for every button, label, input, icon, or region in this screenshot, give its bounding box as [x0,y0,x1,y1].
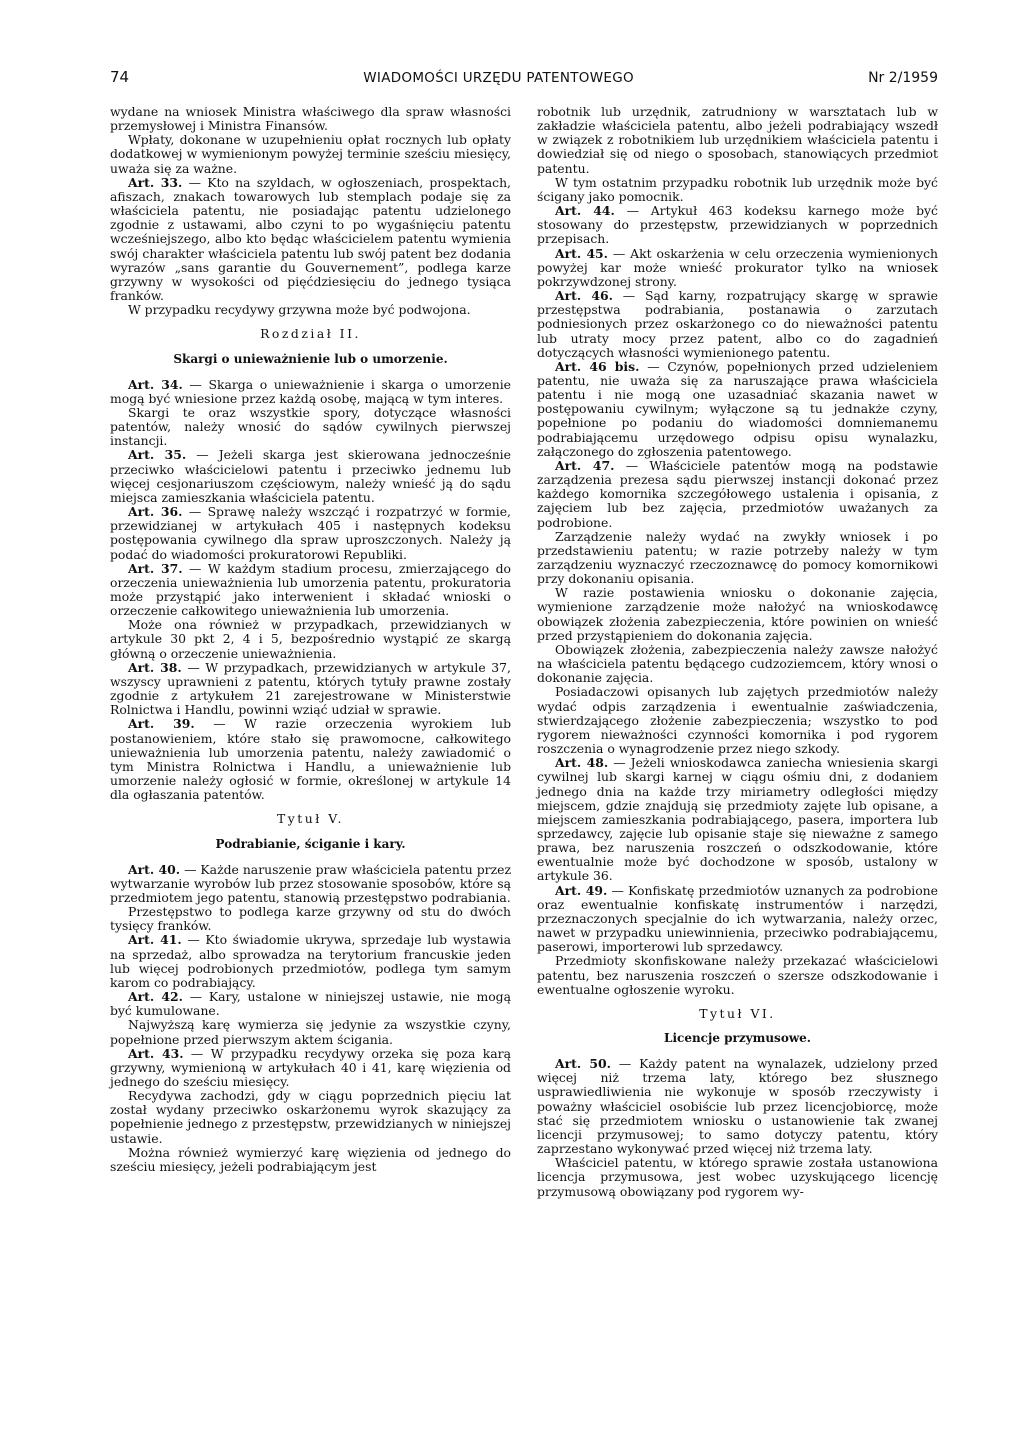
article-label: Art. 34. [128,376,183,392]
article-text: — Akt oskarżenia w celu orzeczenia wymienionych powyżej kar może wnieść prokurator tylko na wniosek pokrzywdzonej strony. [537,245,938,289]
article-45 [537,247,938,289]
title-subheading: Licencje przymusowe. [664,1031,811,1045]
article-41 [110,933,511,990]
article-text: — Każdy patent na wynalazek, udzielony przed więcej niż trzema laty, którego bez słusznego usprawiedliwienia nie wykonuje w sposób rzeczywisty i poważny właściciel osobiście lub przez licencjobiorcę, może stać się przedmiotem wniosku o ustanowienie tak zwanej licencji przymusowej; to samo dotyczy patentu, który zaprzestano wykonywać przed więcej niż trzema laty. [537,1056,938,1157]
article-36 [110,505,511,562]
article-text: — Artykuł 463 kodeksu karnego może być stosowany do przestępstw, przewidzianych w poprzednich przepisach. [537,203,938,247]
paragraph: Właściciel patentu, w którego sprawie została ustanowiona licencja przymusowa, jest wobec uzyskującego licencję przymusową obowiązany pod rygorem wy- [537,1155,938,1199]
article-text: — Każde naruszenie praw właściciela patentu przez wytwarzanie wyrobów lub przez stosowanie sposobów, które są przedmiotem jego patentu, stanowią przestępstwo podrabiania. [110,861,511,905]
paragraph: Wpłaty, dokonane w uzupełnieniu opłat rocznych lub opłaty dodatkowej w wymienionym powyżej terminie sześciu miesięcy, uważa się za ważne. [110,132,511,176]
article-label: Art. 44. [555,203,615,219]
article-label: Art. 38. [128,659,182,675]
issue-number: Nr 2/1959 [868,70,938,86]
paragraph: W przypadku recydywy grzywna może być podwojona. [128,302,471,318]
article-label: Art. 41. [128,932,182,948]
paragraph: W tym ostatnim przypadku robotnik lub urzędnik może być ścigany jako pomocnik. [537,174,938,204]
chapter-subheading: Skargi o unieważnienie lub o umorzenie. [173,351,448,366]
article-40 [110,863,511,905]
paragraph: Recydywa zachodzi, gdy w ciągu poprzednich pięciu lat został wydany przeciwko oskarżonemu wyrok skazujący za popełnienie jednego z przestępstw, przewidzianych w niniejszej ustawie. [110,1088,511,1146]
article-label: Art. 39. [128,716,195,732]
article-text: — Kto świadomie ukrywa, sprzedaje lub wystawia na sprzedaż, albo sprowadza na terytorium francuskie jeden lub więcej podrobionych przedmiotów, podlega tym samym karom co podrabiający. [110,932,511,990]
article-label: Art. 48. [555,755,609,771]
article-text: — Czynów, popełnionych przed udzieleniem patentu, nie uważa się za naruszające prawa właściciela patentu i nie mogą one uzasadniać skazania nawet w postępowaniu cywilnym; wyłączone są tu jednakże czyny, popełnione po podaniu do wiadomości domniemanemu podrabiającemu urzędowego odpisu opisu wynalazku, załączonego do zgłoszenia patentowego. [537,358,938,459]
chapter-heading: Rozdział II. [260,326,361,342]
paragraph: W razie postawienia wniosku o dokonanie zajęcia, wymienione zarządzenie może nałożyć na wnioskodawcę obowiązek złożenia zabezpieczenia, które powinien on wnieść przed przystąpieniem do dokonania zajęcia. [537,585,938,643]
right-column [537,105,938,1199]
title-subheading: Podrabianie, ściganie i kary. [215,836,406,851]
paragraph: wydane na wniosek Ministra właściwego dla spraw własności przemysłowej i Ministra Finansów. [110,104,511,134]
article-text: — Jeżeli wnioskodawca zaniecha wniesienia skargi cywilnej lub skargi karnej w ciągu ośmiu dni, z dodaniem jednego dnia na każde trzy miriametry odległości między miejscem, gdzie znajdują się przedmioty zajęte lub opisane, a miejscem zamieszkania podrabiającego, pasera, importera lub sprzedawcy, zajęcie lub opisanie staje się nieważne z samego prawa, bez naruszenia roszczeń o odszkodowanie, które ewentualnie może być dochodzone w sposób, ustalony w artykule 36. [537,755,938,884]
article-label: Art. 45. [555,245,608,261]
left-column [110,105,511,1199]
title-heading: Tytuł VI. [699,1005,776,1021]
article-37 [110,562,511,619]
article-label: Art. 43. [128,1045,184,1061]
article-text: — W przypadku recydywy orzeka się poza karą grzywny, wymienioną w artykułach 40 i 41, karę więzienia od jednego do sześciu miesięcy. [110,1045,511,1089]
article-label: Art. 50. [555,1056,611,1072]
paragraph: Zarządzenie należy wydać na zwykły wniosek i po przedstawieniu patentu; w razie potrzeby należy w tym zarządzeniu wyznaczyć rzeczoznawcę do pomocy komornikowi przy dokonaniu opisania. [537,528,938,587]
paragraph: Można również wymierzyć karę więzienia od jednego do sześciu miesięcy, jeżeli podrabiającym jest [110,1144,511,1174]
paragraph: Posiadaczowi opisanych lub zajętych przedmiotów należy wydać odpis zarządzenia i ewentualnie zaświadczenia, stwierdzającego złożenie zabezpieczenia; wszystko to pod rygorem nieważności czynności komornika i pod rygorem roszczenia o wynagrodzenie przez niego szkody. [537,684,938,757]
article-34 [110,378,511,406]
article-label: Art. 40. [128,861,181,877]
article-46-bis [537,360,938,459]
article-text: — Kto na szyldach, w ogłoszeniach, prospektach, afiszach, znakach towarowych lub stemplach podaje się za właściciela patentu, nie posiadając patentu udzielonego zgodnie z ustawami, albo czyni to po wygaśnięciu patentu wcześniejszego, albo kto będąc właścicielem patentu wymienia swój charakter właściciela patentu lub swój patent bez dodania wyrazów „sans garantie du Gouvernement”, podlega karze grzywny w wysokości od pięćdziesięciu do jednego tysiąca franków. [110,174,511,304]
article-label: Art. 49. [555,882,608,898]
article-text: — Kary, ustalone w niniejszej ustawie, nie mogą być kumulowane. [110,989,511,1019]
article-35 [110,448,511,505]
article-label: Art. 36. [128,504,183,520]
article-text: — Konfiskatę przedmiotów uznanych za podrobione oraz ewentualnie konfiskatę instrumentów i narzędzi, przeznaczonych specjalnie do ich wytwarzania, należy orzec, nawet w przypadku uniewinnienia, przeciwko podrabiającemu, paserowi, importerowi lub sprzedawcy. [537,882,938,955]
article-39 [110,717,511,802]
article-49 [537,884,938,955]
article-label: Art. 42. [128,989,183,1005]
paragraph: Przedmioty skonfiskowane należy przekazać właścicielowi patentu, bez naruszenia roszczeń o szersze odszkodowanie i ewentualne ogłoszenie wyroku. [537,953,938,997]
journal-title: WIADOMOŚCI URZĘDU PATENTOWEGO [363,70,634,86]
paragraph: Najwyższą karę wymierza się jedynie za wszystkie czyny, popełnione przed pierwszym aktem ścigania. [110,1017,511,1047]
text-columns [110,105,938,1199]
page-number: 74 [110,68,130,86]
article-46 [537,289,938,360]
article-44 [537,204,938,246]
paragraph: Przestępstwo to podlega karze grzywny od stu do dwóch tysięcy franków. [110,904,511,934]
article-label: Art. 33. [128,174,183,190]
article-text: — Jeżeli skarga jest skierowana jednocześnie przeciwko właścicielowi patentu i przeciwko jednemu lub więcej cesjonariuszom częściowym, należy wnieść ją do sądu miejsca zamieszkania właściciela patentu. [110,447,511,505]
article-42 [110,990,511,1018]
article-50 [537,1057,938,1156]
article-label: Art. 47. [555,457,615,473]
article-47 [537,459,938,530]
article-label: Art. 46. [555,288,613,304]
title-heading: Tytuł V. [277,811,344,827]
article-text: — W razie orzeczenia wyrokiem lub postanowieniem, które stało się prawomocne, całkowitego unieważnienia lub umorzenia patentu, należy zawiadomić o tym Ministra Rolnictwa i Handlu, a unieważnienie lub umorzenie należy ogłosić w formie, określonej w artykule 14 dla ogłaszania patentów. [110,716,511,803]
article-48 [537,756,938,883]
article-text: — Sąd karny, rozpatrujący skargę w sprawie przestępstwa podrabiania, postanawia o zarzutach podniesionych przez oskarżonego co do nieważności patentu lub utraty mocy przez patent, albo co do zagadnień dotyczących własności wymienionego patentu. [537,288,938,360]
paragraph: Skargi te oraz wszystkie spory, dotyczące własności patentów, należy wnosić do sądów cywilnych pierwszej instancji. [110,404,511,449]
article-label: Art. 46 bis. [555,358,640,374]
article-33 [110,176,511,303]
article-label: Art. 37. [128,560,183,576]
article-text: — W każdym stadium procesu, zmierzającego do orzeczenia unieważnienia lub umorzenia patentu, prokuratoria może przystąpić jako interwenient i składać wnioski o orzeczenie całkowitego unieważnienia lub umorzenia. [110,560,511,619]
paragraph: Może ona również w przypadkach, przewidzianych w artykule 30 pkt 2, 4 i 5, bezpośrednio wystąpić ze skargą główną o orzeczenie unieważnienia. [110,617,511,661]
paragraph: robotnik lub urzędnik, zatrudniony w warsztatach lub w zakładzie właściciela patentu, albo jeżeli podrabiający wszedł w związek z robotnikiem lub urzędnikiem właściciela patentu i dowiedział się od niego o sposobach, stanowiących przedmiot patentu. [537,104,938,176]
paragraph: Obowiązek złożenia, zabezpieczenia należy zawsze nałożyć na właściciela patentu będącego cudzoziemcem, który wnosi o dokonanie zajęcia. [537,641,938,686]
article-label: Art. 35. [128,447,187,463]
article-43 [110,1047,511,1089]
page-header [110,68,938,87]
article-text: — Właściciele patentów mogą na podstawie zarządzenia prezesa sądu pierwszej instancji dokonać przez każdego komornika szczegółowego ustalenia i opisania, z zajęciem lub bez zajęcia, przedmiotów uważanych za podrobione. [537,457,938,530]
article-text: — Sprawę należy wszcząć i rozpatrzyć w formie, przewidzianej w artykułach 405 i następnych kodeksu postępowania cywilnego dla spraw uproszczonych. Należy ją podać do wiadomości prokuratorowi Republiki. [110,504,511,562]
article-text: — Skarga o unieważnienie i skarga o umorzenie mogą być wniesione przez każdą osobę, mającą w tym interes. [110,376,511,406]
article-text: — W przypadkach, przewidzianych w artykule 37, wszyscy uprawnieni z patentu, których tytuły prawne zostały zgodnie z artykułem 21 zarejestrowane w Ministerstwie Rolnictwa i Handlu, powinni wziąć udział w sprawie. [110,659,511,718]
article-38 [110,661,511,718]
